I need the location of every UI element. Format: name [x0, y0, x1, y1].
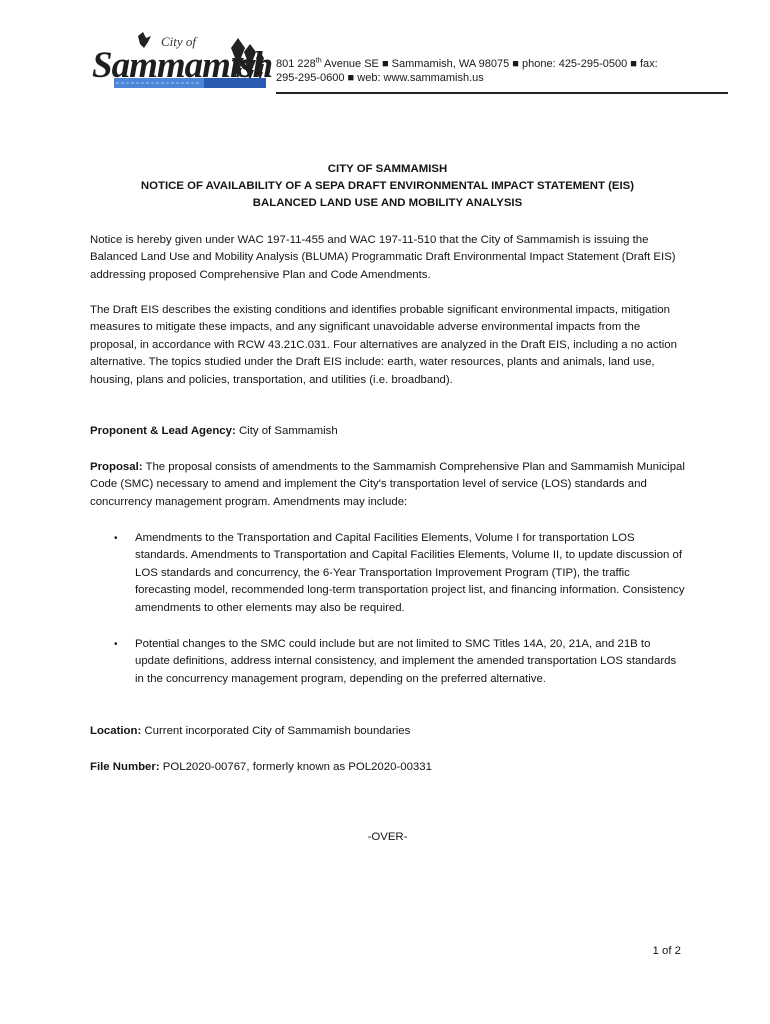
location-label: Location:	[90, 725, 142, 737]
over-indicator: -OVER-	[367, 831, 408, 843]
page-number: 1 of 2	[652, 945, 681, 957]
bullet-item-2: Potential changes to the SMC could include but are not limited to SMC Titles 14A, 20, 21A, and 21B to update definitions, address internal consistency, and implement the amended transportation LOS standards in the concurrency management program, depending on the preferred alternative.	[135, 638, 677, 685]
description-paragraph: The Draft EIS describes the existing conditions and identifies probable significant environmental impacts, mitigation measures to mitigate these impacts, and any significant unavoidable adverse environmental impacts from the proposal, in accordance with RCW 43.21C.031. Four alternatives are analyzed in the Draft EIS, including a no action alternative. The topics studied under the Draft EIS include: earth, water resources, plants and animals, land use, housing, plans and policies, transportation, and utilities (i.e. broadband).	[90, 304, 677, 386]
file-number-value: POL2020-00767, formerly known as POL2020-00331	[159, 761, 432, 773]
city-logo	[88, 30, 273, 115]
proponent-value: City of Sammamish	[235, 425, 338, 437]
title-line-3: BALANCED LAND USE AND MOBILITY ANALYSIS	[252, 197, 523, 209]
notice-paragraph: Notice is hereby given under WAC 197-11-455 and WAC 197-11-510 that the City of Sammamish is issuing the Balanced Land Use and Mobility Analysis (BLUMA) Programmatic Draft Environmental Impact Statement (Draft EIS) addressing proposed Comprehensive Plan and Code Amendments.	[90, 234, 676, 281]
proponent-paragraph	[90, 423, 685, 440]
logo-name: Sammamish	[92, 45, 273, 86]
header-divider	[276, 92, 728, 94]
logo-city-of: City of	[161, 34, 197, 49]
title-line-2: NOTICE OF AVAILABILITY OF A SEPA DRAFT ENVIRONMENTAL IMPACT STATEMENT (EIS)	[140, 180, 635, 192]
proposal-label: Proposal:	[90, 461, 143, 473]
proponent-label: Proponent & Lead Agency:	[90, 425, 236, 437]
header-address	[276, 57, 658, 85]
proposal-paragraph	[90, 459, 685, 511]
location-value: Current incorporated City of Sammamish boundaries	[141, 725, 411, 737]
file-number-paragraph	[90, 759, 685, 776]
title-line-1: CITY OF SAMMAMISH	[327, 163, 448, 175]
logo-state: Washington	[200, 108, 242, 115]
location-paragraph	[90, 723, 685, 740]
header-line-1: 801 228th Avenue SE ■ Sammamish, WA 98075 ■ phone: 425-295-0500 ■ fax:	[276, 57, 658, 70]
bullet-marker-1: •	[114, 533, 118, 544]
bullet-item-1: Amendments to the Transportation and Capital Facilities Elements, Volume I for transportation LOS standards. Amendments to Transportation and Capital Facilities Elements, Volume II, to update discussion of LOS standards and concurrency, the 6-Year Transportation Improvement Program (TIP), the traffic forecasting model, recommended long-term transportation project list, and financing information. Consistency amendments to other elements may also be required.	[135, 532, 685, 614]
file-number-label: File Number:	[90, 761, 160, 773]
header-line-2: 295-295-0600 ■ web: www.sammamish.us	[276, 72, 484, 84]
proposal-value: The proposal consists of amendments to the Sammamish Comprehensive Plan and Sammamish Municipal Code (SMC) necessary to amend and implement the City's transportation level of service (LOS) standards and concurrency management program. Amendments may include:	[90, 461, 685, 508]
bullet-marker-2: •	[114, 639, 118, 650]
